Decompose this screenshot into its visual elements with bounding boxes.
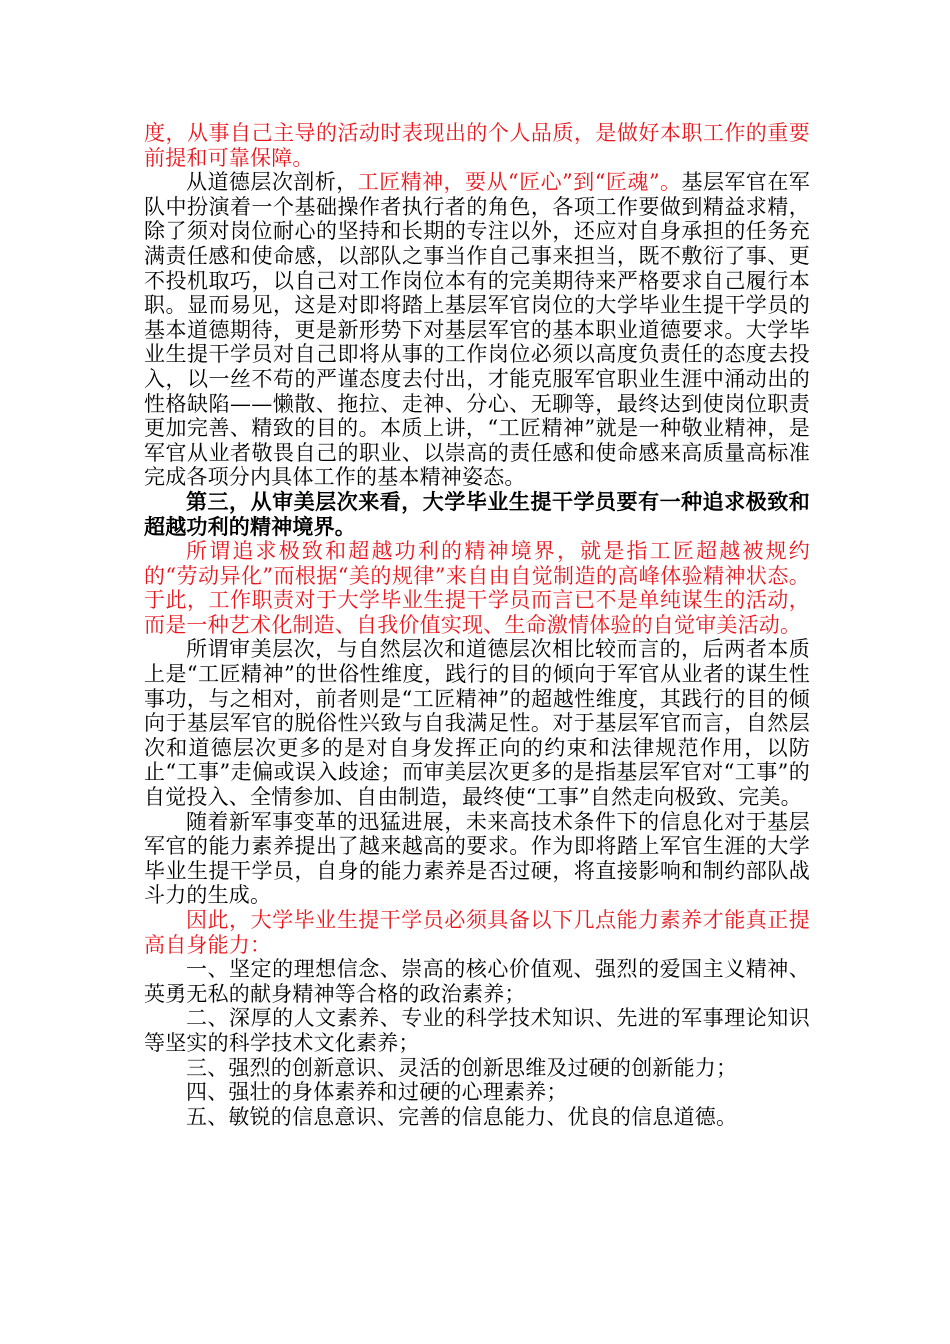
list-item: 五、敏锐的信息意识、完善的信息能力、优良的信息道德。 [186,1104,738,1129]
list-item: 三、强烈的创新意识、灵活的创新思维及过硬的创新能力； [186,1055,738,1080]
paragraph-military-reform: 随着新军事变革的迅猛进展，未来高技术条件下的信息化对于基层军官的能力素养提出了越来越高的要求。作为即将踏上军官生涯的大学毕业生提干学员，自身的能力素养是否过硬，将直接影响和制约部队战斗力的生成。 [144,809,810,908]
list-item: 二、深厚的人文素养、专业的科学技术知识、先进的军事理论知识等坚实的科学技术文化素养； [144,1006,810,1055]
paragraph-moral-level [144,170,810,490]
paragraph-moral-level-body: 基层军官在军队中扮演着一个基础操作者执行者的角色，各项工作要做到精益求精，除了须对岗位耐心的坚持和长期的专注以外，还应对自身承担的任务充满责任感和使命感，以部队之事当作自己事来担当，既不敷衍了事、更不投机取巧，以自己对工作岗位本有的完美期待来严格要求自己履行本职。显而易见，这是对即将踏上基层军官岗位的大学毕业生提干学员的基本道德期待，更是新形势下对基层军官的基本职业道德要求。大学毕业生提干学员对自己即将从事的工作岗位必须以高度负责任的态度去投入，以一丝不苟的严谨态度去付出，才能克服军官职业生涯中涌动出的性格缺陷——懒散、拖拉、走神、分心、无聊等，最终达到使岗位职责更加完善、精致的目的。本质上讲，“工匠精神”就是一种敬业精神，是军官从业者敬畏自己的职业、以崇高的责任感和使命感来高质量高标准完成各项分内具体工作的基本精神姿态。 [144,170,811,490]
document-page [144,121,810,1129]
paragraph-ability-intro: 因此，大学毕业生提干学员必须具备以下几点能力素养才能真正提高自身能力： [144,908,810,957]
list-item: 四、强壮的身体素养和过硬的心理素养； [186,1080,568,1105]
section-heading-aesthetic: 第三，从审美层次来看，大学毕业生提干学员要有一种追求极致和超越功利的精神境界。 [144,488,810,539]
paragraph-moral-level-highlight: 工匠精神，要从“匠心”到“匠魂”。 [357,170,682,195]
paragraph-aesthetic-level: 所谓审美层次，与自然层次和道德层次相比较而言的，后两者本质上是“工匠精神”的世俗性维度，践行的目的倾向于军官从业者的谋生性事功，与之相对，前者则是“工匠精神”的超越性维度，其践行的目的倾向于基层军官的脱俗性兴致与自我满足性。对于基层军官而言，自然层次和道德层次更多的是对自身发挥正向的约束和法律规范作用，以防止“工事”走偏或误入歧途；而审美层次更多的是指基层军官对“工事”的自觉投入、全情参加、自由制造，最终使“工事”自然走向极致、完美。 [144,637,810,810]
paragraph-continuation: 度，从事自己主导的活动时表现出的个人品质，是做好本职工作的重要前提和可靠保障。 [144,121,810,170]
paragraph-aesthetic-definition: 所谓追求极致和超越功利的精神境界，就是指工匠超越被规约的“劳动异化”而根据“美的规律”来自由自觉制造的高峰体验精神状态。于此，工作职责对于大学毕业生提干学员而言已不是单纯谋生的活动，而是一种艺术化制造、自我价值实现、生命激情体验的自觉审美活动。 [144,539,810,637]
list-item: 一、坚定的理想信念、崇高的核心价值观、强烈的爱国主义精神、英勇无私的献身精神等合格的政治素养； [144,957,810,1006]
paragraph-moral-level-lead: 从道德层次剖析， [186,170,358,195]
